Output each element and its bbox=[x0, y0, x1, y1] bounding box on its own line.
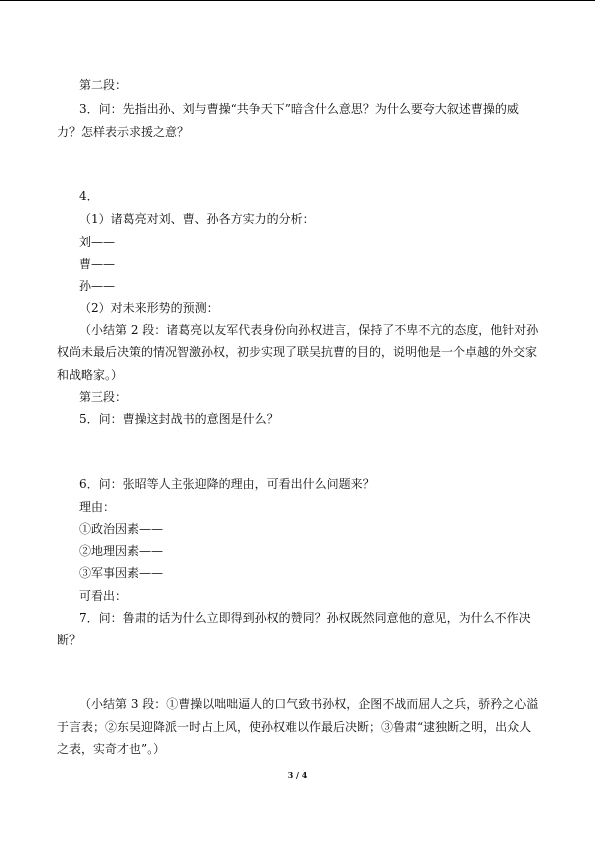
question-3-line-2: 力？怎样表示求援之意？ bbox=[57, 125, 190, 139]
summary-2-line-3: 和战略家。） bbox=[57, 368, 124, 382]
page-top-border bbox=[0, 0, 595, 1]
question-4-part-2: （2）对未来形势的预测： bbox=[79, 301, 219, 315]
section-heading-3: 第三段： bbox=[79, 390, 128, 404]
reasons-label: 理由： bbox=[79, 500, 116, 514]
summary-3-line-3: 之表，实奇才也”。） bbox=[57, 742, 166, 756]
question-6: 6．问：张昭等人主张迎降的理由，可看出什么问题来？ bbox=[79, 477, 375, 491]
question-7-line-1: 7．问：鲁肃的话为什么立即得到孙权的赞同？孙权既然同意他的意见，为什么不作决 bbox=[79, 611, 531, 625]
answer-cao: 曹—— bbox=[79, 257, 116, 271]
conclusion-label: 可看出： bbox=[79, 589, 128, 603]
summary-3-line-2: 于言表；②东吴迎降派一时占上风，使孙权难以作最后决断；③鲁肃“逮独断之明，出众人 bbox=[57, 720, 532, 734]
reason-political: ①政治因素—— bbox=[79, 522, 164, 536]
summary-2-line-1: （小结第 2 段：诸葛亮以友军代表身份向孙权进言，保持了不卑不亢的态度，他针对孙 bbox=[79, 323, 539, 337]
question-7-line-2: 断？ bbox=[57, 633, 82, 647]
question-4-part-1: （1）诸葛亮对刘、曹、孙各方实力的分析： bbox=[79, 212, 315, 226]
summary-2-line-2: 权尚未最后决策的情况智激孙权，初步实现了联吴抗曹的目的，说明他是一个卓越的外交家 bbox=[57, 345, 538, 359]
reason-military: ③军事因素—— bbox=[79, 566, 164, 580]
summary-3-line-1: （小结第 3 段：①曹操以咄咄逼人的口气致书孙权，企图不战而屈人之兵，骄矜之心溢 bbox=[79, 697, 539, 711]
answer-liu: 刘—— bbox=[79, 235, 116, 249]
question-3-line-1: 3．问：先指出孙、刘与曹操“共争天下”暗含什么意思？为什么要夸大叙述曹操的威 bbox=[79, 102, 519, 116]
answer-sun: 孙—— bbox=[79, 279, 116, 293]
page-number: 3 / 4 bbox=[287, 770, 308, 780]
question-5: 5．问：曹操这封战书的意图是什么？ bbox=[79, 412, 279, 426]
section-heading-2: 第二段： bbox=[79, 78, 128, 92]
question-4-number: 4． bbox=[79, 189, 99, 203]
reason-geographic: ②地理因素—— bbox=[79, 544, 164, 558]
